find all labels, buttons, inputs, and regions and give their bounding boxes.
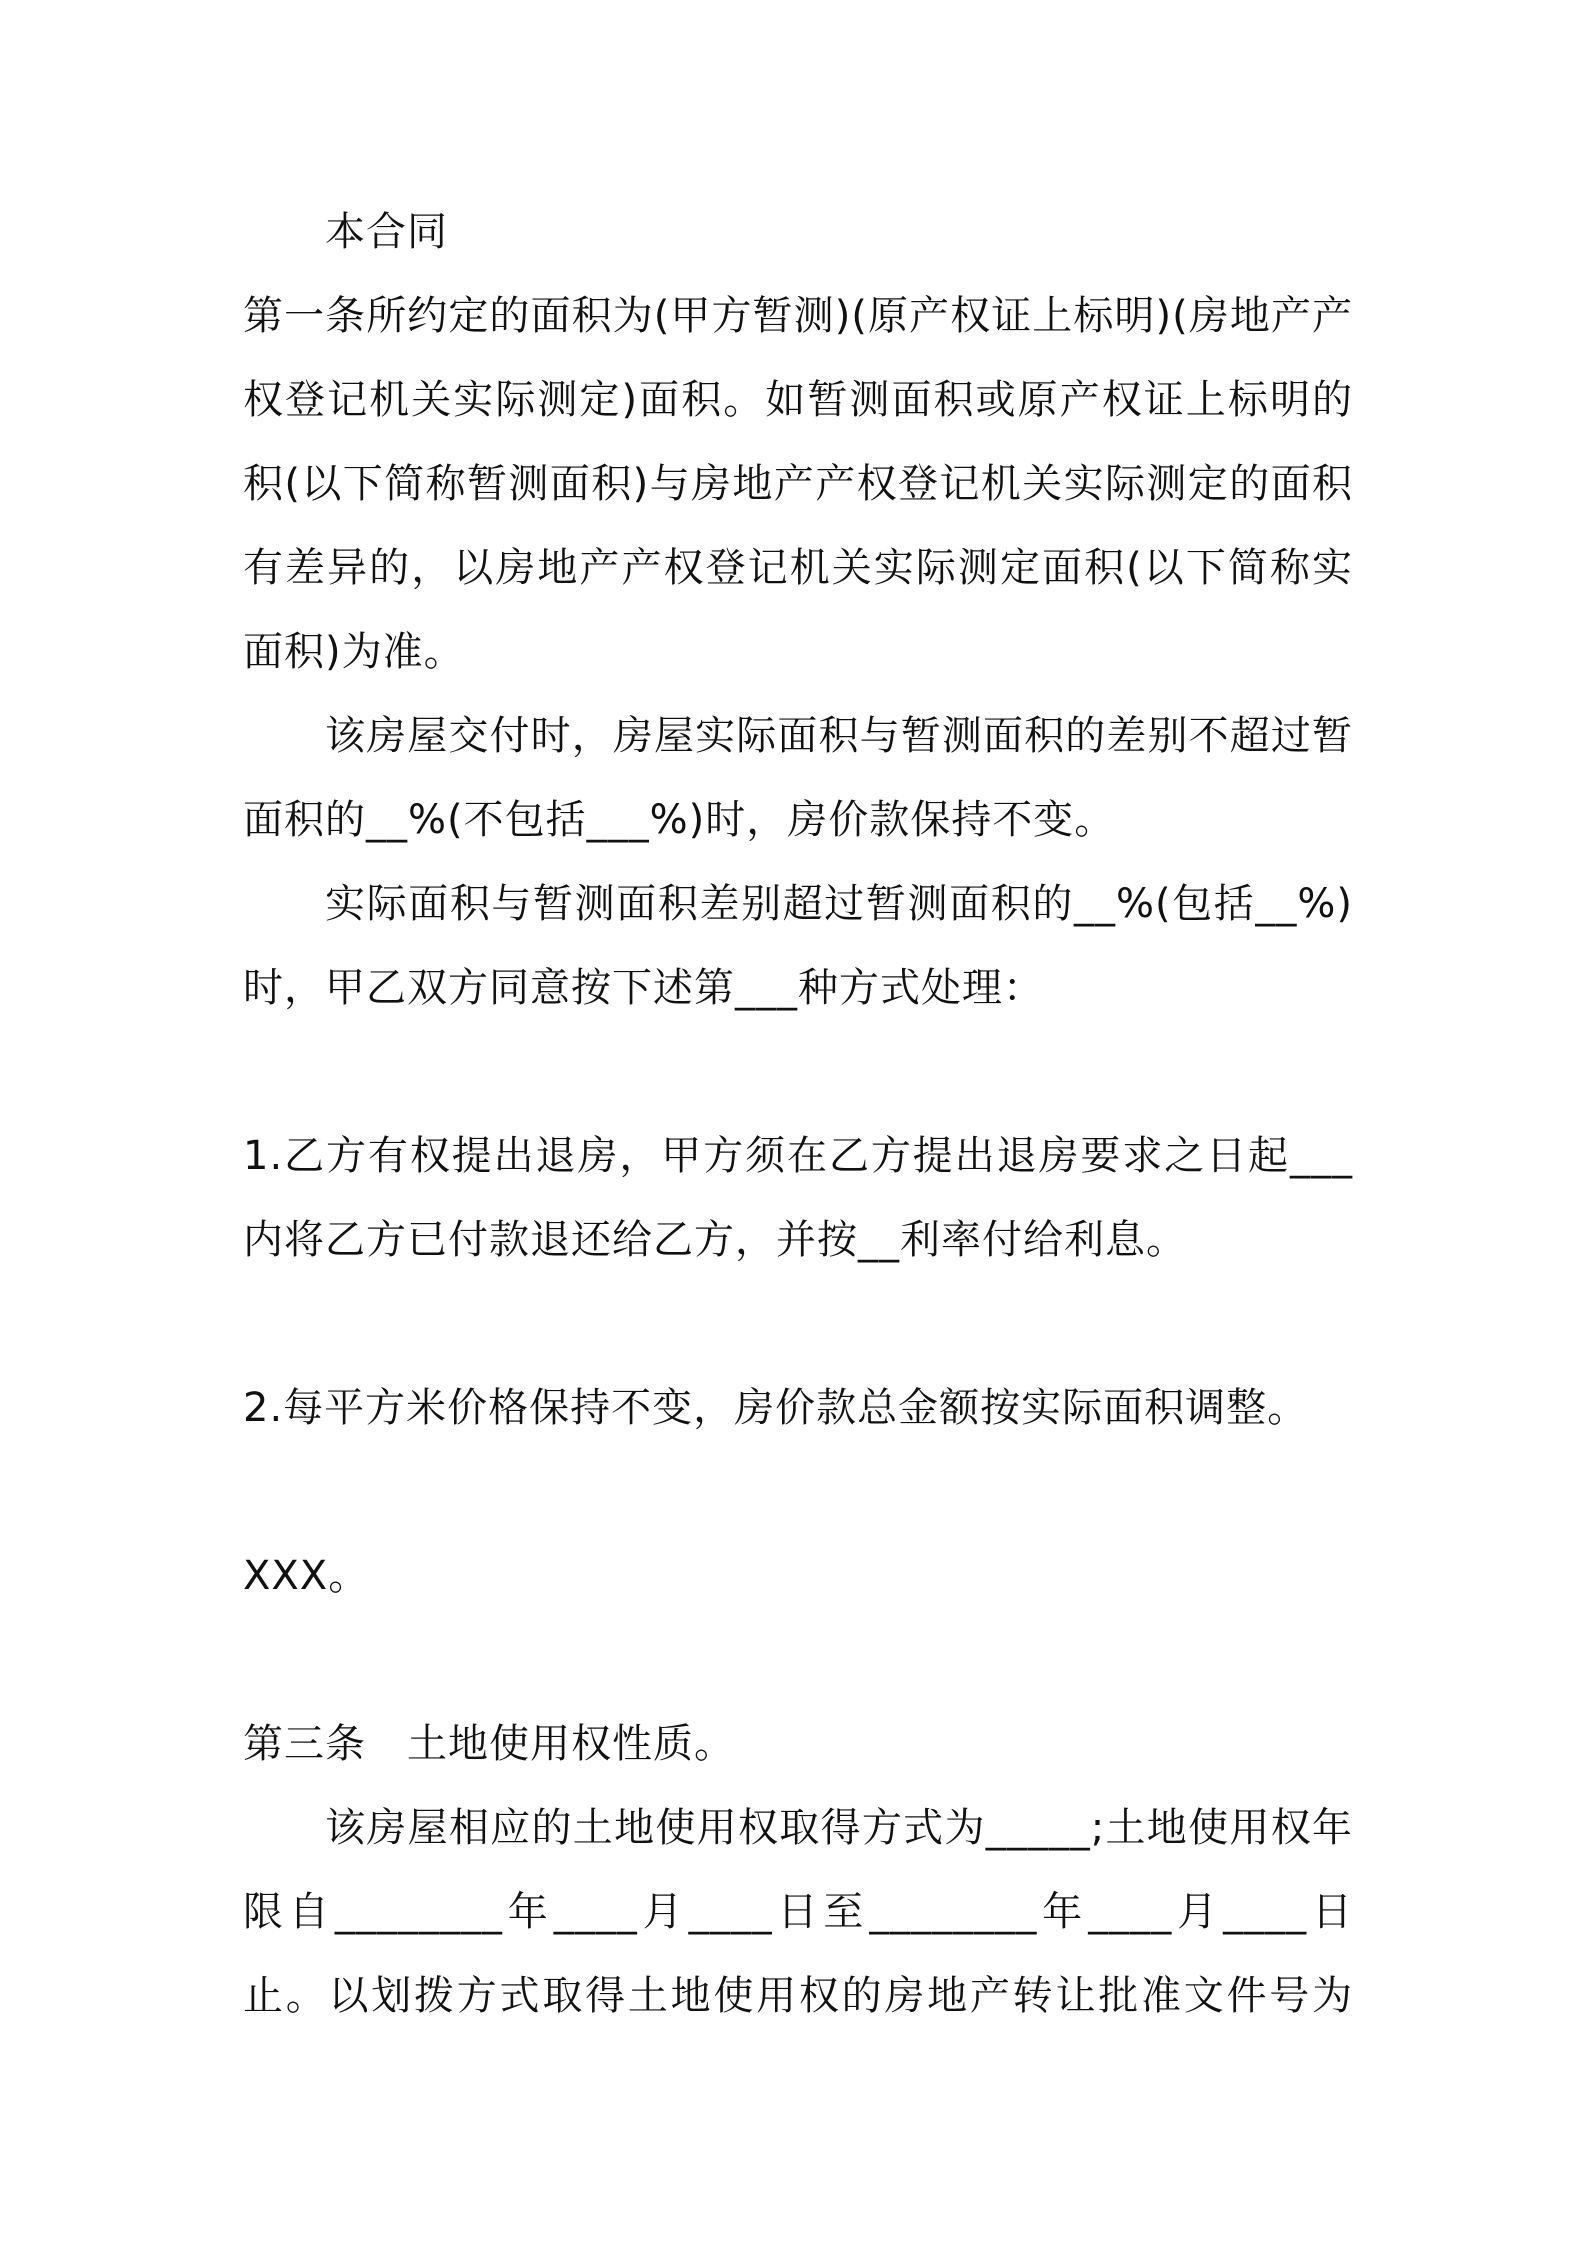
article-three-heading: 第三条 土地使用权性质。 (243, 1721, 735, 1767)
article-one-line-4: 有差异的，以房地产产权登记机关实际测定面积(以下简称实 (243, 545, 1353, 591)
difference-clause-line-2: 时，甲乙双方同意按下述第___种方式处理： (243, 965, 1044, 1011)
delivery-clause-line-1: 该房屋交付时，房屋实际面积与暂测面积的差别不超过暂 (325, 713, 1353, 759)
placeholder-line: XXX。 (243, 1553, 370, 1599)
document-page (243, 190, 1353, 2038)
article-one-line-2: 权登记机关实际测定)面积。如暂测面积或原产权证上标明的 (243, 377, 1353, 423)
option-one-line-2: 内将乙方已付款退还给乙方，并按__利率付给利息。 (243, 1217, 1187, 1263)
land-use-line-3: 止。以划拨方式取得土地使用权的房地产转让批准文件号为 (243, 1973, 1353, 2019)
article-one-line-5: 面积)为准。 (243, 629, 465, 675)
article-one-line-1: 第一条所约定的面积为(甲方暂测)(原产权证上标明)(房地产产 (243, 293, 1353, 339)
difference-clause-line-1: 实际面积与暂测面积差别超过暂测面积的__%(包括__%) (325, 881, 1353, 927)
intro-line: 本合同 (325, 209, 448, 255)
option-one-line-1: 1.乙方有权提出退房，甲方须在乙方提出退房要求之日起___ (243, 1133, 1353, 1179)
option-two-line: 2.每平方米价格保持不变，房价款总金额按实际面积调整。 (243, 1385, 1309, 1431)
article-one-line-3: 积(以下简称暂测面积)与房地产产权登记机关实际测定的面积 (243, 461, 1353, 507)
delivery-clause-line-2: 面积的__%(不包括___%)时，房价款保持不变。 (243, 797, 1116, 843)
land-use-line-2: 限自________年____月____日至________年____月____日 (243, 1889, 1353, 1935)
land-use-line-1: 该房屋相应的土地使用权取得方式为_____;土地使用权年 (325, 1805, 1353, 1851)
